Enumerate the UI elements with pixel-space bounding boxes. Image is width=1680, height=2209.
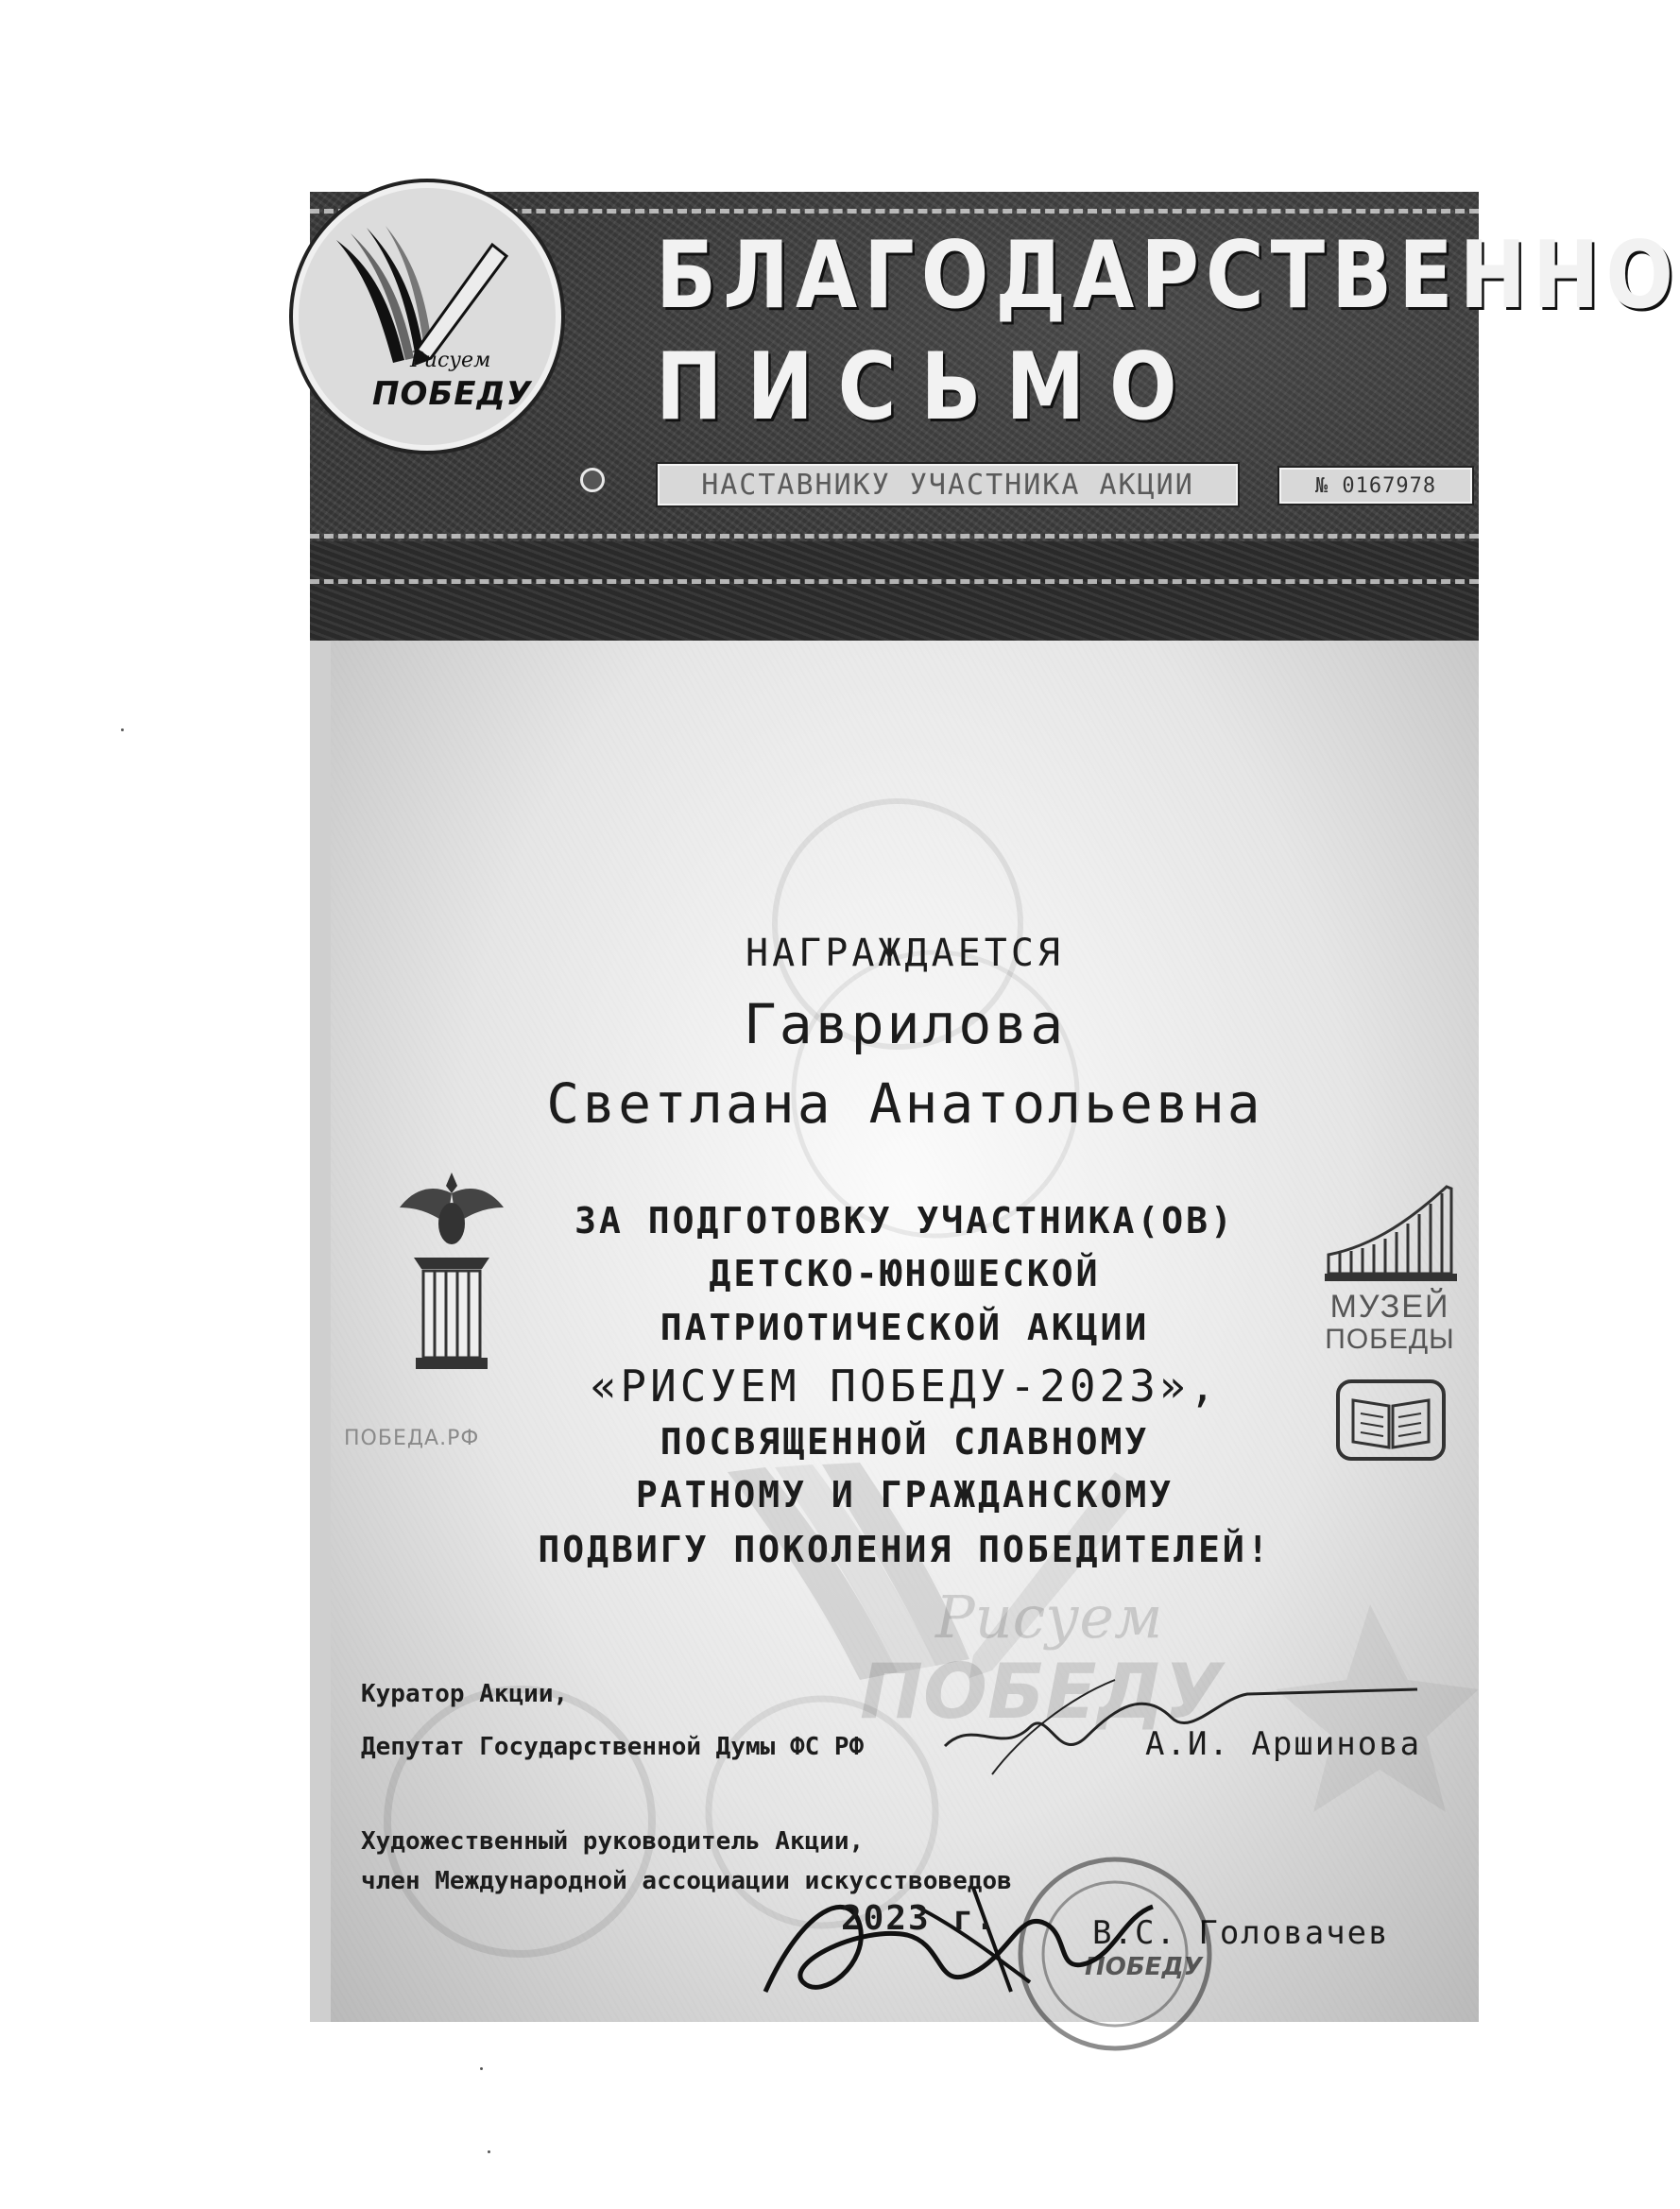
svg-text:Рисуем: Рисуем bbox=[935, 1583, 1163, 1652]
director-role: Художественный руководитель Акции, bbox=[361, 1827, 865, 1856]
curator-signature bbox=[935, 1661, 1427, 1784]
scan-speck bbox=[121, 728, 124, 731]
reason-line: ПОСВЯЩЕННОЙ СЛАВНОМУ bbox=[660, 1421, 1150, 1463]
curator-role: Куратор Акции, bbox=[361, 1680, 569, 1708]
gratitude-letter bbox=[310, 192, 1680, 2022]
letter-body bbox=[331, 641, 1479, 2022]
rivet-icon bbox=[580, 468, 605, 492]
reason-line: РАТНОМУ И ГРАЖДАНСКОМУ bbox=[635, 1474, 1174, 1515]
header-stitching bbox=[310, 579, 1479, 584]
stamp-text: ПОБЕДУ bbox=[1085, 1953, 1203, 1981]
recipient-given-names: Светлана Анатольевна bbox=[546, 1071, 1263, 1136]
director-role: член Международной ассоциации искусствоведов bbox=[361, 1867, 1012, 1895]
director-signature bbox=[746, 1869, 1219, 2020]
letter-title: БЛАГОДАРСТВЕННО bbox=[656, 222, 1680, 330]
number-plate bbox=[1279, 468, 1472, 504]
curator-name: А.И. Аршинова bbox=[1145, 1725, 1422, 1763]
risuem-pobedu-logo bbox=[293, 182, 561, 451]
museum-label: МУЗЕЙ bbox=[1329, 1289, 1450, 1325]
letter-subtitle: НАСТАВНИКУ УЧАСТНИКА АКЦИИ bbox=[701, 468, 1194, 502]
recipient-surname: Гаврилова bbox=[743, 992, 1067, 1056]
letter-header bbox=[310, 192, 1680, 641]
header-stitching bbox=[310, 534, 1479, 539]
letter-title: ПИСЬМО bbox=[656, 334, 1202, 441]
logo-text: Рисуем bbox=[410, 349, 491, 372]
awarded-label: НАГРАЖДАЕТСЯ bbox=[746, 932, 1064, 975]
action-name: «РИСУЕМ ПОБЕДУ-2023», bbox=[590, 1361, 1220, 1412]
scan-speck bbox=[480, 2067, 483, 2070]
reason-line: ПАТРИОТИЧЕСКОЙ АКЦИИ bbox=[660, 1307, 1150, 1348]
logo-text: ПОБЕДУ bbox=[372, 375, 532, 413]
svg-text:ПОБЕДУ: ПОБЕДУ bbox=[860, 1648, 1223, 1736]
letter-number: № 0167978 bbox=[1314, 473, 1437, 498]
reason-line: ЗА ПОДГОТОВКУ УЧАСТНИКА(ОВ) bbox=[574, 1200, 1235, 1241]
museum-label: ПОБЕДЫ bbox=[1325, 1323, 1455, 1355]
subtitle-plate bbox=[658, 464, 1238, 505]
reason-line: ПОДВИГУ ПОКОЛЕНИЯ ПОБЕДИТЕЛЕЙ! bbox=[538, 1529, 1272, 1570]
scan-speck bbox=[488, 2150, 490, 2153]
header-lower-band bbox=[310, 541, 1479, 641]
curator-role: Депутат Государственной Думы ФС РФ bbox=[361, 1733, 865, 1761]
reason-line: ДЕТСКО-ЮНОШЕСКОЙ bbox=[709, 1253, 1101, 1294]
website-label: ПОБЕДА.РФ bbox=[344, 1427, 480, 1450]
letter-year: 2023 г. bbox=[841, 1899, 998, 1938]
director-name: В.С. Головачев bbox=[1092, 1914, 1390, 1952]
